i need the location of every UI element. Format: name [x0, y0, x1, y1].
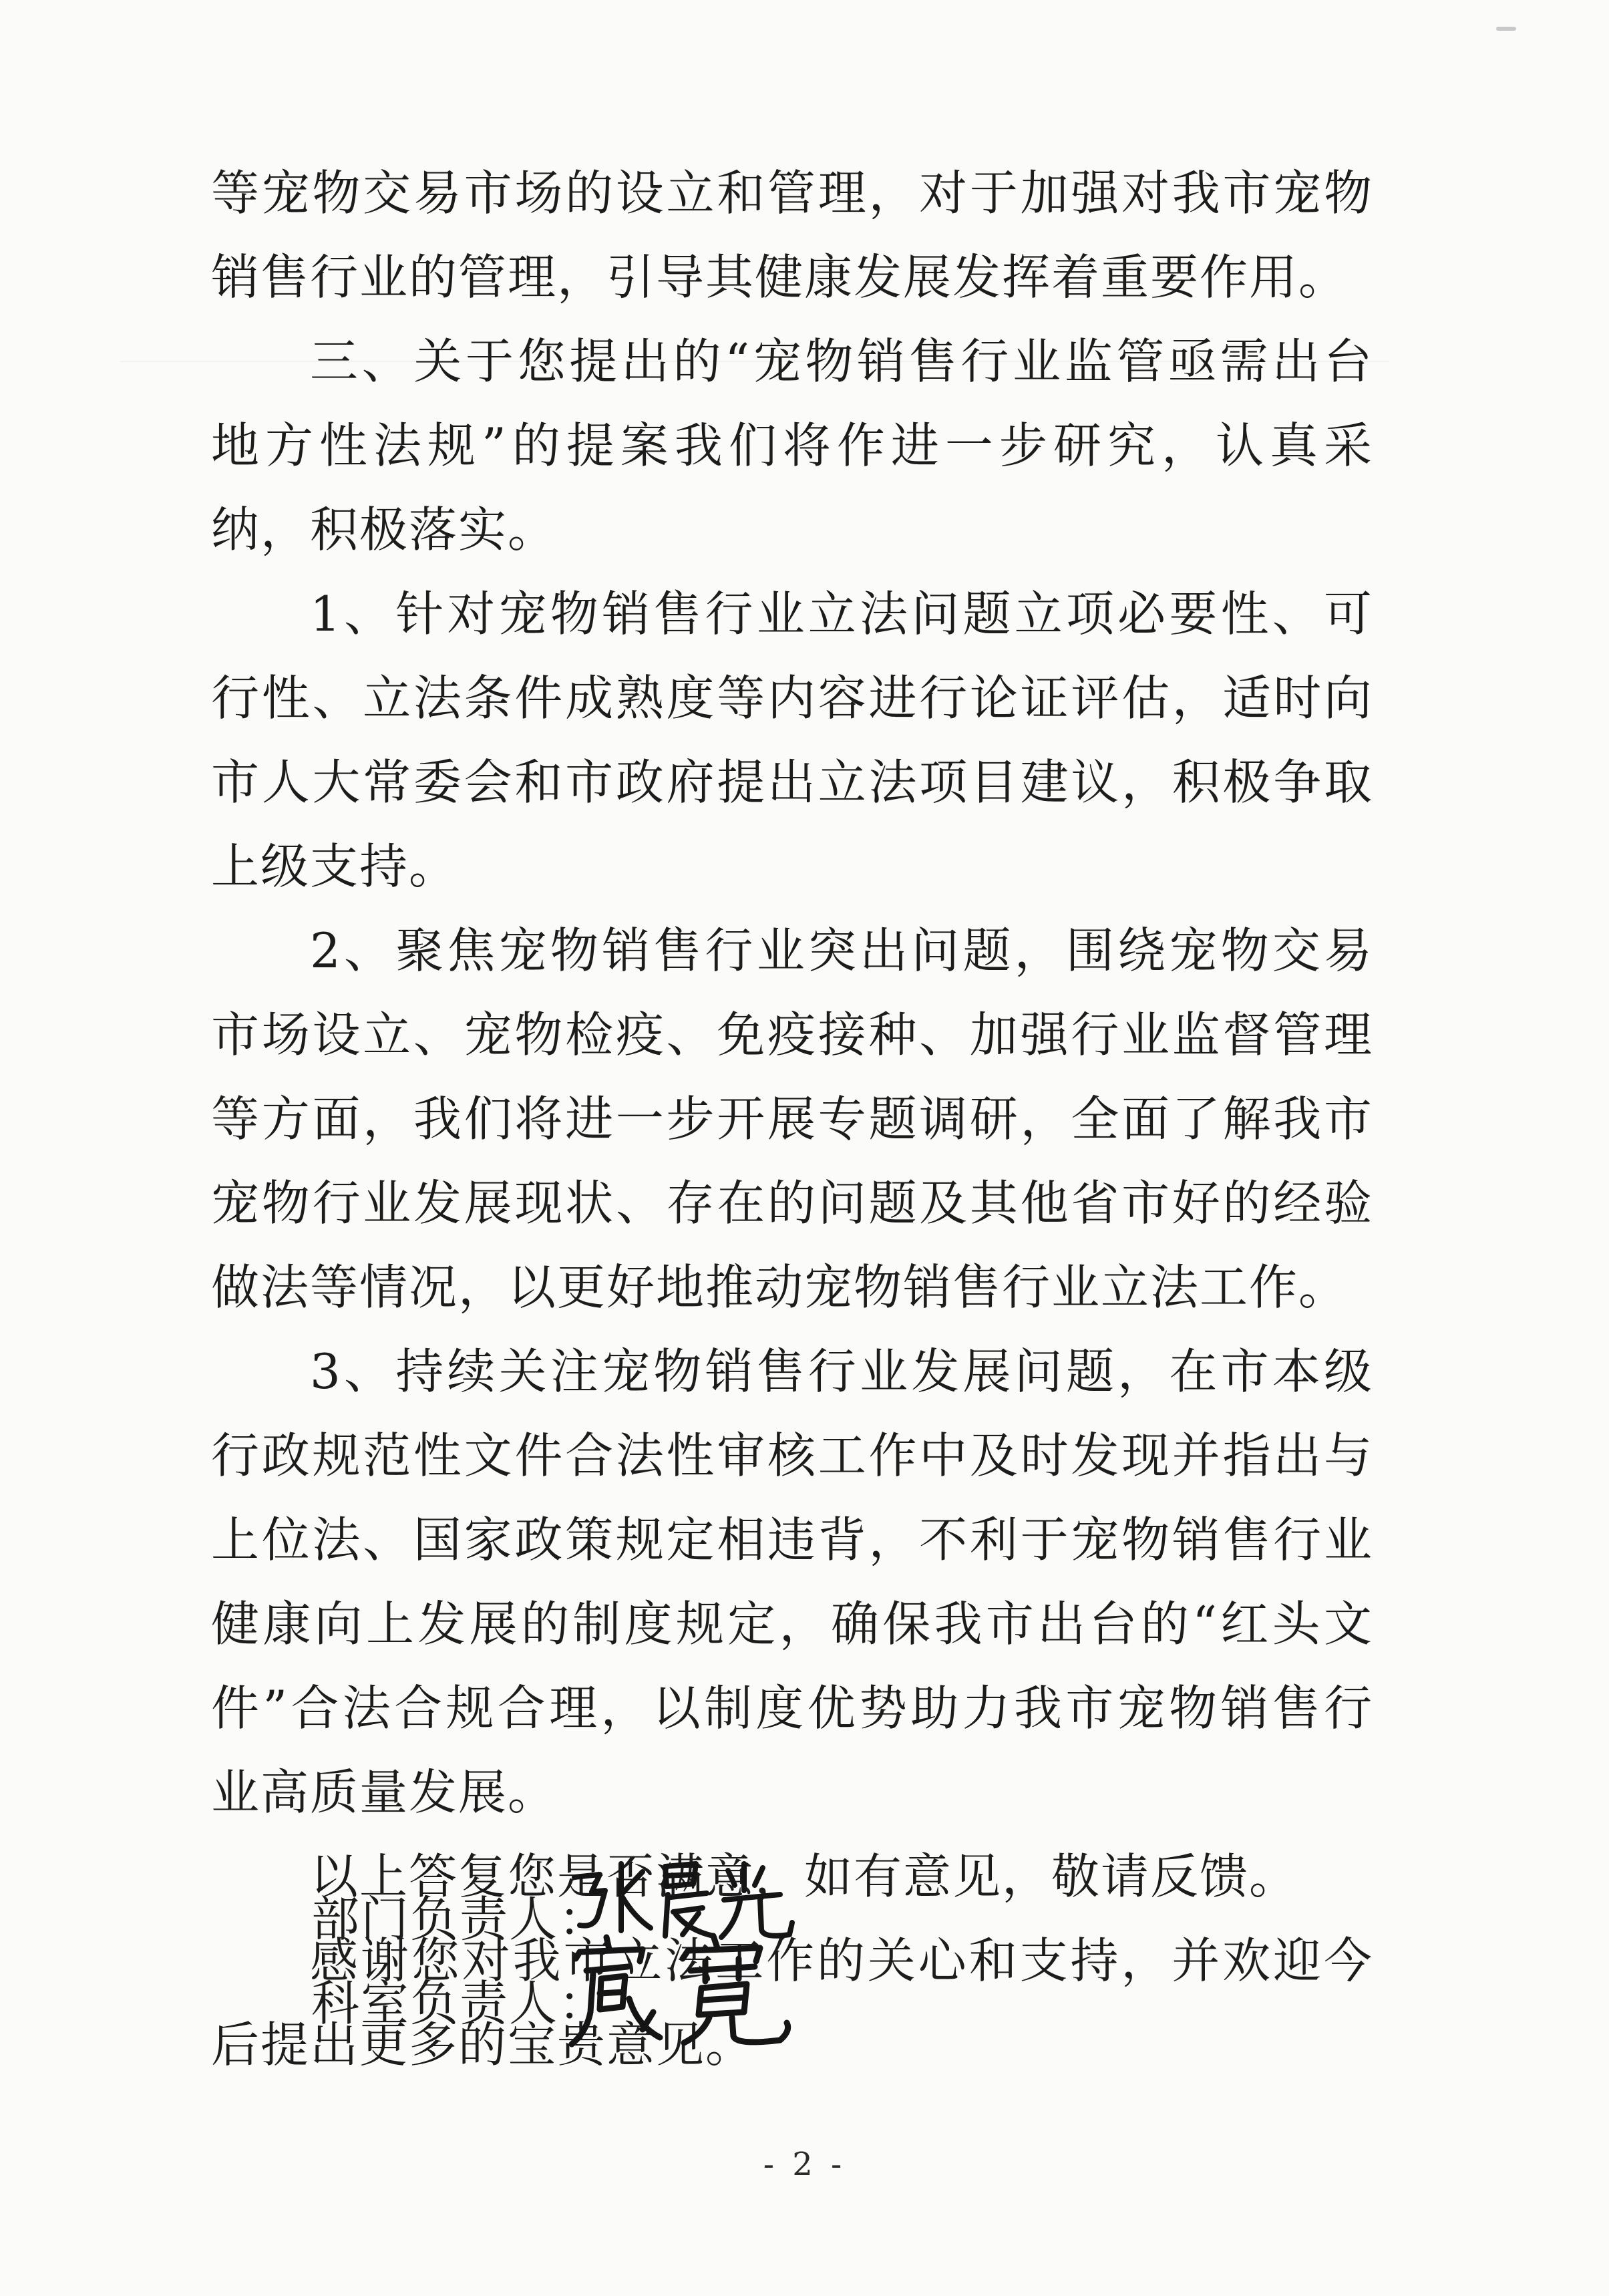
- paragraph-item-3: 3、持续关注宠物销售行业发展问题，在市本级行政规范性文件合法性审核工作中及时发现并指出与上位法、国家政策规定相违背，不利于宠物销售行业健康向上发展的制度规定，确保我市出台的“红头文件”合法合规合理，以制度优势助力我市宠物销售行业高质量发展。: [211, 1343, 1373, 1820]
- section-head-row: [311, 1961, 979, 2045]
- paragraph-feedback: 以上答复您是否满意，如有意见，敬请反馈。: [310, 1848, 1299, 1905]
- paragraph-thanks: 感谢您对我市立法工作的关心和支持，并欢迎今后提出更多的宝贵意见。: [211, 1933, 1373, 2073]
- paragraph-item-1: 1、针对宠物销售行业立法问题立项必要性、可行性、立法条件成熟度等内容进行论证评估，适时向市人大常委会和市政府提出立法项目建议，积极争取上级支持。: [211, 586, 1373, 894]
- department-head-label: 部门负责人：: [311, 1891, 608, 1947]
- paragraph-section-three: 三、关于您提出的“宠物销售行业监管亟需出台地方性法规”的提案我们将作进一步研究，认真采纳，积极落实。: [211, 333, 1373, 558]
- paragraph-continuation: 等宠物交易市场的设立和管理，对于加强对我市宠物销售行业的管理，引导其健康发展发挥着重要作用。: [211, 165, 1373, 305]
- signature-block: [311, 1877, 979, 2045]
- paragraph-item-2: 2、聚焦宠物销售行业突出问题，围绕宠物交易市场设立、宠物检疫、免疫接种、加强行业监督管理等方面，我们将进一步开展专题调研，全面了解我市宠物行业发展现状、存在的问题及其他省市好的经验做法等情况，以更好地推动宠物销售行业立法工作。: [211, 923, 1373, 1315]
- document-body: [211, 151, 1373, 2087]
- section-head-label: 科室负责人：: [311, 1975, 608, 2031]
- scan-mark: [1496, 27, 1516, 31]
- section-head-signature: [560, 1932, 800, 2052]
- page-number: - 2 -: [763, 2146, 846, 2183]
